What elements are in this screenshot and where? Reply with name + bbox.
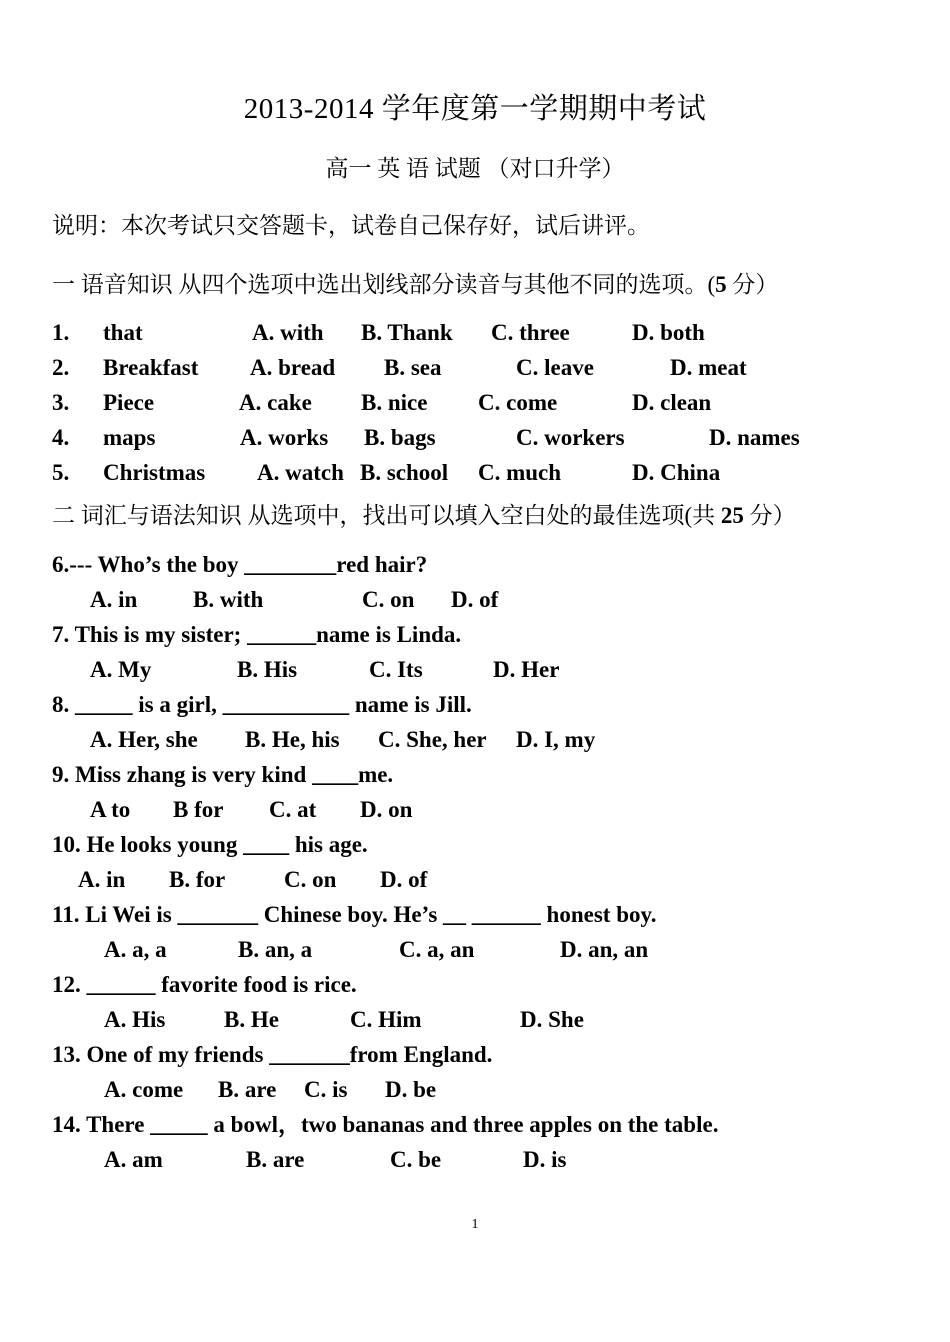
grammar-question-8-stem: 8. _____ is a girl, ___________ name is Jill. [52,692,472,717]
option-a: A. cake [239,390,312,415]
option-d: D. clean [632,390,712,415]
question-number: 3. [52,390,70,415]
grammar-question-6-stem: 6.--- Who’s the boy ________red hair? [52,552,428,577]
option-a: A. His [104,1007,166,1032]
question-word: Piece [103,390,155,415]
option-d: D. of [380,867,428,892]
option-d: D. both [632,320,705,345]
section1-heading [52,270,778,300]
grammar-question-12-stem: 12. ______ favorite food is rice. [52,972,357,997]
page-number: 1 [471,1217,479,1232]
option-d: D. an, an [560,937,649,962]
grammar-question-11-stem: 11. Li Wei is _______ Chinese boy. He’s __ ______ honest boy. [52,902,657,927]
option-d: D. I, my [516,727,596,752]
question-number: 2. [52,355,70,380]
option-b: B. His [237,657,298,682]
option-d: D. names [709,425,800,450]
section2-heading-suffix: 分） [743,503,796,528]
option-b: B for [173,797,224,822]
option-d: D. Her [493,657,560,682]
grammar-question-14-stem: 14. There _____ a bowl，two bananas and three apples on the table. [52,1112,719,1137]
option-a: A. am [104,1147,163,1172]
section1-heading-suffix: 分） [726,272,779,297]
option-c: C. leave [516,355,594,380]
option-d: D. She [520,1007,584,1032]
option-c: C. Him [350,1007,422,1032]
option-b: B. He [224,1007,279,1032]
option-a: A. in [78,867,126,892]
option-c: C. on [284,867,337,892]
option-c: C. is [304,1077,348,1102]
option-d: D. China [632,460,721,485]
question-number: 4. [52,425,70,450]
section1-heading-score: 5 [715,272,727,297]
option-a: A. a, a [104,937,167,962]
option-c: C. be [390,1147,442,1172]
option-b: B. He, his [245,727,340,752]
section2-heading-score: 25 [720,503,744,528]
grammar-question-13-stem: 13. One of my friends _______from England. [52,1042,493,1067]
option-c: C. at [269,797,317,822]
option-a: A. Her, she [90,727,198,752]
section1-heading-text: 一 语音知识 从四个选项中选出划线部分读音与其他不同的选项。( [52,272,716,297]
option-d: D. be [385,1077,437,1102]
option-b: B. with [193,587,264,612]
option-d: D. of [451,587,499,612]
option-b: B. for [169,867,226,892]
exam-title: 2013-2014 学年度第一学期期中考试 [243,93,707,125]
option-d: D. meat [670,355,747,380]
question-number: 5. [52,460,70,485]
option-b: B. are [246,1147,305,1172]
option-d: D. on [360,797,413,822]
option-c: C. She, her [378,727,487,752]
option-c: C. three [491,320,570,345]
option-a: A. works [240,425,329,450]
option-b: B. Thank [361,320,453,345]
option-b: B. nice [361,390,428,415]
grammar-question-9-stem: 9. Miss zhang is very kind ____me. [52,762,394,787]
section2-heading [52,501,796,531]
option-a: A. come [104,1077,184,1102]
exam-subtitle: 高一 英 语 试题 （对口升学） [325,156,625,181]
option-a: A. in [90,587,138,612]
option-c: C. Its [369,657,423,682]
option-c: C. a, an [399,937,475,962]
question-word: Breakfast [103,355,199,380]
grammar-question-10-stem: 10. He looks young ____ his age. [52,832,368,857]
option-a: A. with [252,320,324,345]
grammar-question-7-stem: 7. This is my sister; ______name is Linda. [52,622,462,647]
exam-instructions: 说明：本次考试只交答题卡，试卷自己保存好，试后讲评。 [52,213,650,238]
question-word: maps [103,425,156,450]
option-d: D. is [523,1147,567,1172]
option-c: C. much [478,460,562,485]
option-c: C. on [362,587,415,612]
option-a: A. My [90,657,152,682]
option-b: B. school [360,460,449,485]
option-c: C. come [478,390,558,415]
option-a: A to [90,797,131,822]
option-b: B. sea [384,355,442,380]
option-a: A. bread [250,355,336,380]
question-word: Christmas [103,460,206,485]
question-number: 1. [52,320,70,345]
option-b: B. bags [364,425,436,450]
question-word: that [103,320,143,345]
option-b: B. an, a [238,937,313,962]
option-b: B. are [218,1077,277,1102]
option-c: C. workers [516,425,625,450]
section2-heading-text: 二 词汇与语法知识 从选项中，找出可以填入空白处的最佳选项(共 [52,503,721,528]
option-a: A. watch [257,460,344,485]
